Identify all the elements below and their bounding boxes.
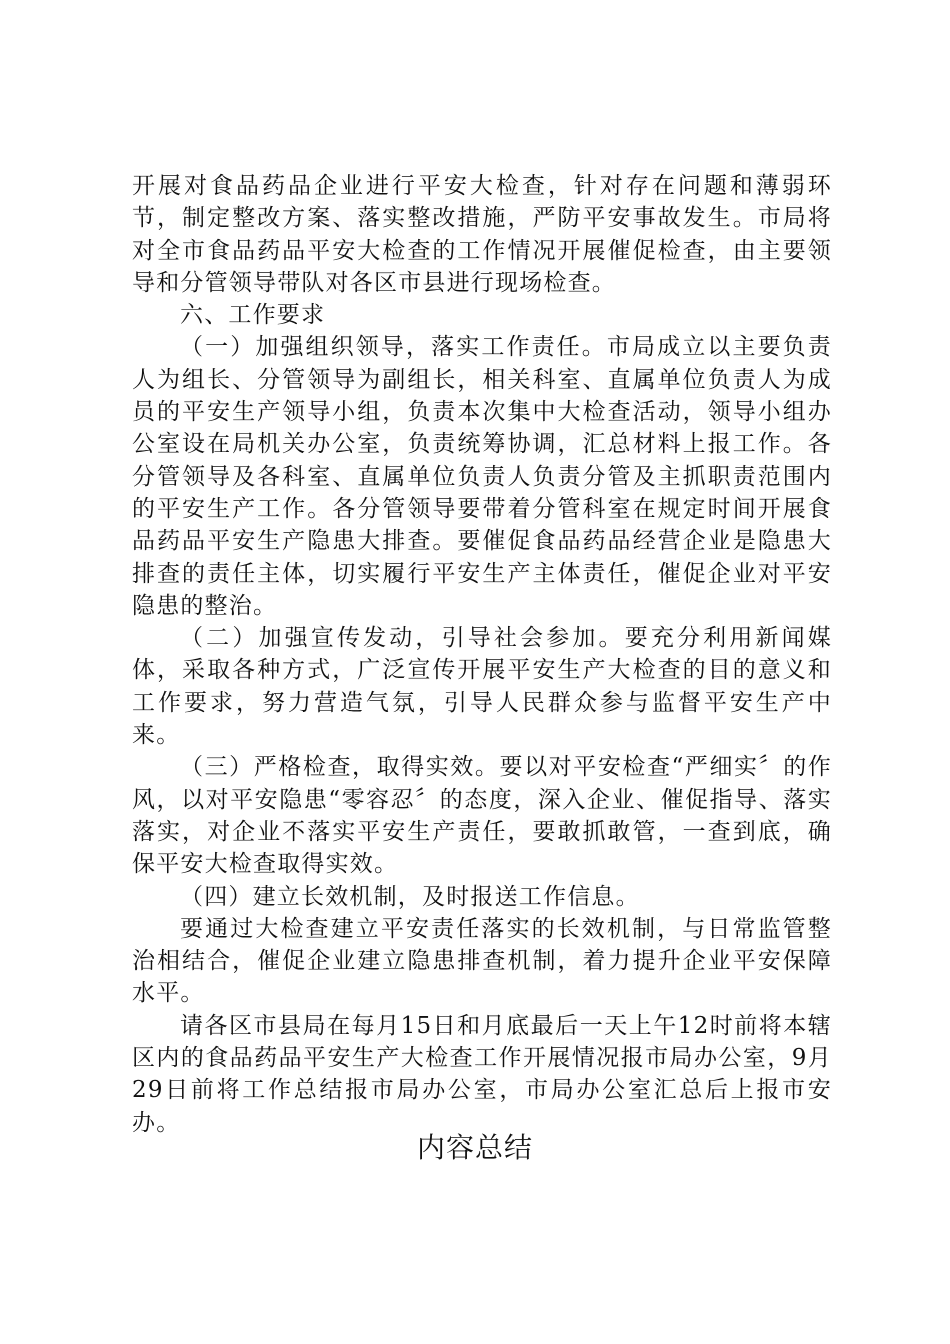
paragraph-requirement-3: （三）严格检查，取得实效。要以对平安检查“严细实〞的作风，以对平安隐患“零容忍〞的态度，深入企业、催促指导、落实落实，对企业不落实平安生产责任，要敢抓敢管，一查到底，确保平安大检查取得实效。 [132,754,832,878]
document-body [132,170,832,1139]
section-heading-work-requirements: 六、工作要求 [180,302,326,329]
summary-heading: 内容总结 [416,1131,533,1164]
paragraph-requirement-4-heading: （四）建立长效机制，及时报送工作信息。 [180,883,640,910]
paragraph-long-term-mechanism: 要通过大检查建立平安责任落实的长效机制，与日常监管整治相结合，催促企业建立隐患排查机制，着力提升企业平安保障水平。 [132,915,832,1007]
paragraph-inspection-intro: 开展对食品药品企业进行平安大检查，针对存在问题和薄弱环节，制定整改方案、落实整改措施，严防平安事故发生。市局将对全市食品药品平安大检查的工作情况开展催促检查，由主要领导和分管领导带队对各区市县进行现场检查。 [132,173,832,296]
paragraph-requirement-2: （二）加强宣传发动，引导社会参加。要充分利用新闻媒体，采取各种方式，广泛宣传开展平安生产大检查的目的意义和工作要求，努力营造气氛，引导人民群众参与监督平安生产中来。 [132,625,832,749]
paragraph-requirement-1: （一）加强组织领导，落实工作责任。市局成立以主要负责人为组长、分管领导为副组长，相关科室、直属单位负责人为成员的平安生产领导小组，负责本次集中大检查活动，领导小组办公室设在局机关办公室，负责统筹协调，汇总材料上报工作。各分管领导及各科室、直属单位负责人负责分管及主抓职责范围内的平安生产工作。各分管领导要带着分管科室在规定时间开展食品药品平安生产隐患大排查。要催促食品药品经营企业是隐患大排查的责任主体，切实履行平安生产主体责任，催促企业对平安隐患的整治。 [132,334,832,619]
paragraph-reporting-schedule: 请各区市县局在每月15日和月底最后一天上午12时前将本辖区内的食品药品平安生产大检查工作开展情况报市局办公室，9月29日前将工作总结报市局办公室，市局办公室汇总后上报市安办。 [132,1012,832,1136]
